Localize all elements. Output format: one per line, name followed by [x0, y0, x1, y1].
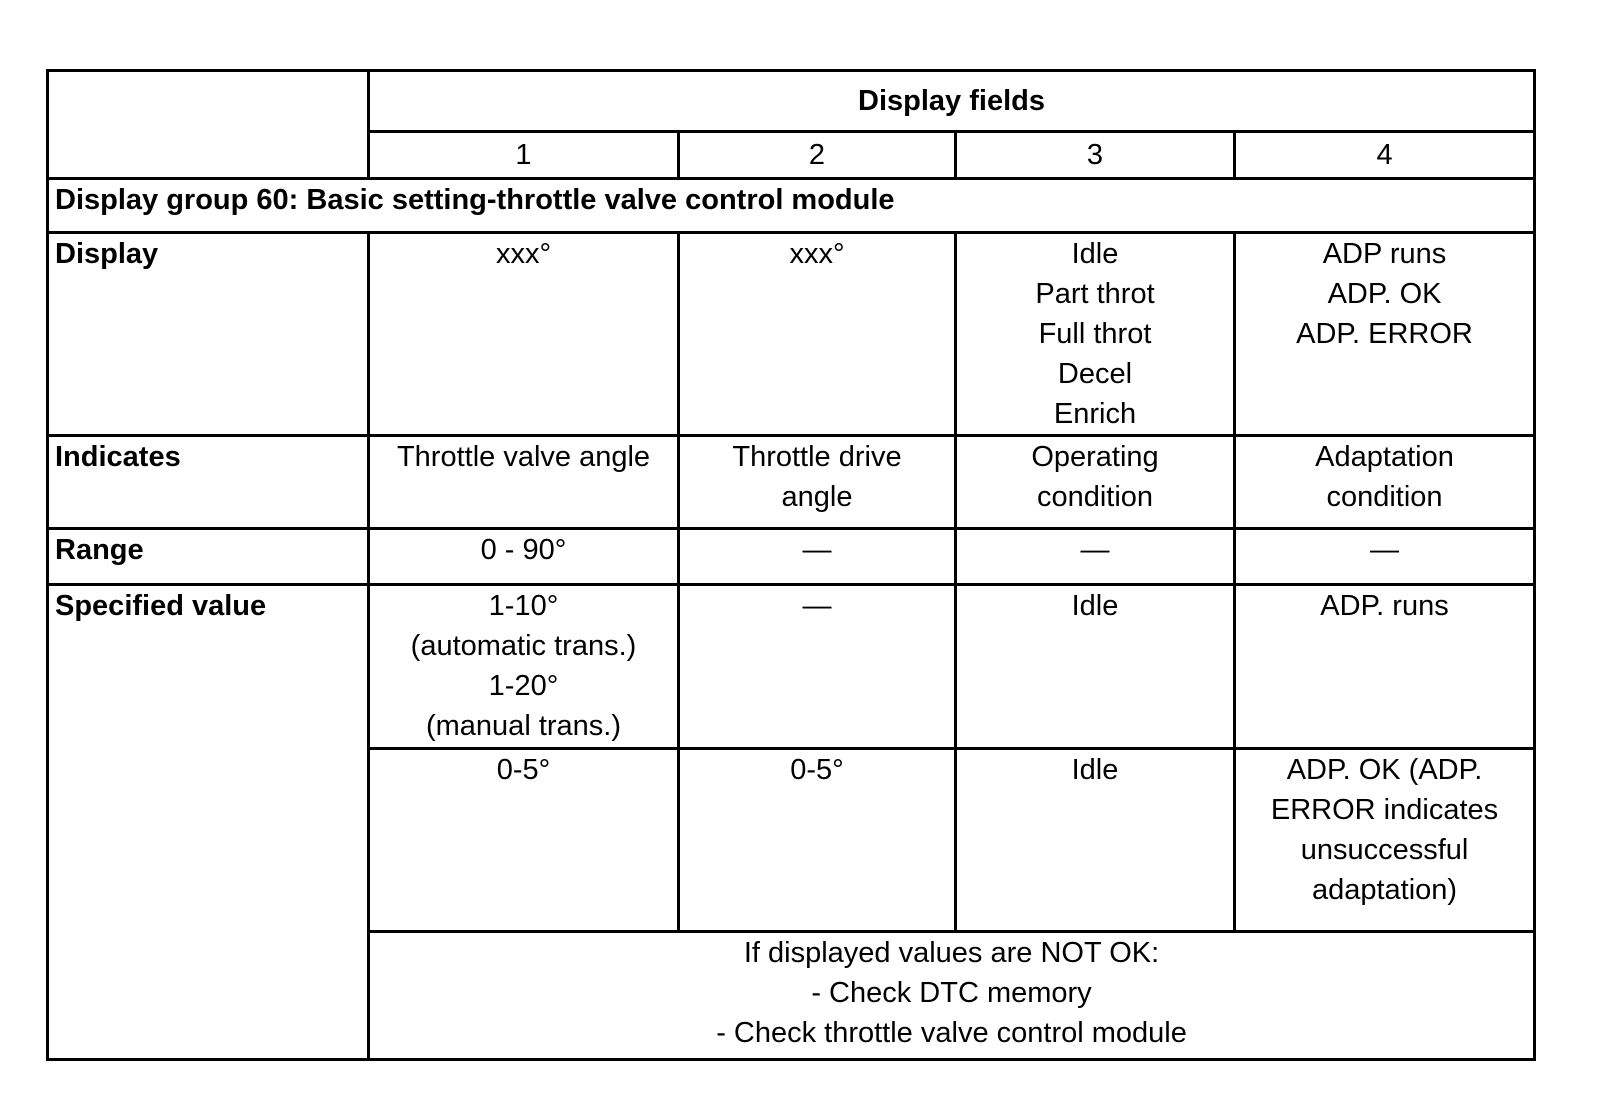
indicates-value: Throttle drive — [732, 441, 902, 473]
display-value: ADP runs — [1322, 238, 1447, 270]
column-header-3: 3 — [956, 132, 1235, 179]
basic-setting-cell-3: Idle — [956, 749, 1235, 932]
specified-cell-2: — — [679, 585, 956, 749]
note-line: - Check DTC memory — [811, 977, 1092, 1009]
column-header-1: 1 — [369, 132, 679, 179]
header-corner-cell — [48, 71, 369, 179]
indicates-cell-2 — [679, 436, 956, 529]
basic-setting-value: ERROR indicates — [1270, 794, 1499, 826]
display-fields-header: Display fields — [369, 71, 1535, 132]
basic-setting-value: adaptation) — [1311, 874, 1458, 906]
column-header-4: 4 — [1235, 132, 1535, 179]
not-ok-note — [369, 932, 1535, 1060]
row-label-range: Range — [48, 529, 369, 585]
indicates-value: condition — [1326, 481, 1443, 513]
specified-value: (automatic trans.) — [410, 630, 637, 662]
indicates-value: Adaptation — [1315, 441, 1454, 473]
column-header-2: 2 — [679, 132, 956, 179]
display-value: Idle — [1071, 238, 1119, 270]
basic-setting-value: ADP. OK (ADP. — [1286, 754, 1483, 786]
row-label-display: Display — [48, 233, 369, 436]
range-cell-3: — — [956, 529, 1235, 585]
specified-value: 1-10° — [488, 590, 559, 622]
group-title: Display group 60: Basic setting-throttle valve control module — [48, 179, 1535, 233]
display-group-table — [46, 69, 1536, 1061]
note-line: - Check throttle valve control module — [716, 1017, 1187, 1049]
specified-value: (manual trans.) — [425, 710, 621, 742]
specified-value: 1-20° — [488, 670, 559, 702]
row-label-indicates: Indicates — [48, 436, 369, 529]
display-value: ADP. ERROR — [1296, 318, 1473, 350]
basic-setting-cell-2: 0-5° — [679, 749, 956, 932]
indicates-cell-3 — [956, 436, 1235, 529]
indicates-value: Operating — [1031, 441, 1159, 473]
note-line: If displayed values are NOT OK: — [743, 937, 1160, 969]
display-cell-2 — [679, 233, 956, 436]
display-value: ADP. OK — [1327, 278, 1442, 310]
display-value: Decel — [1057, 358, 1133, 390]
specified-cell-1 — [369, 585, 679, 749]
display-value: Part throt — [1035, 278, 1155, 310]
display-value: xxx° — [495, 238, 552, 270]
indicates-cell-1 — [369, 436, 679, 529]
row-label-specified-value: Specified value — [48, 585, 369, 1060]
indicates-value: Throttle valve angle — [396, 441, 651, 473]
range-cell-2: — — [679, 529, 956, 585]
display-cell-3 — [956, 233, 1235, 436]
basic-setting-cell-1: 0-5° — [369, 749, 679, 932]
specified-cell-4: ADP. runs — [1235, 585, 1535, 749]
display-cell-4 — [1235, 233, 1535, 436]
basic-setting-cell-4 — [1235, 749, 1535, 932]
display-value: Enrich — [1053, 398, 1137, 430]
display-value: xxx° — [789, 238, 845, 270]
indicates-cell-4 — [1235, 436, 1535, 529]
basic-setting-value: unsuccessful — [1300, 834, 1469, 866]
range-cell-1: 0 - 90° — [369, 529, 679, 585]
range-cell-4: — — [1235, 529, 1535, 585]
display-value: Full throt — [1038, 318, 1152, 350]
specified-cell-3: Idle — [956, 585, 1235, 749]
display-cell-1 — [369, 233, 679, 436]
indicates-value: angle — [781, 481, 853, 513]
indicates-value: condition — [1036, 481, 1154, 513]
